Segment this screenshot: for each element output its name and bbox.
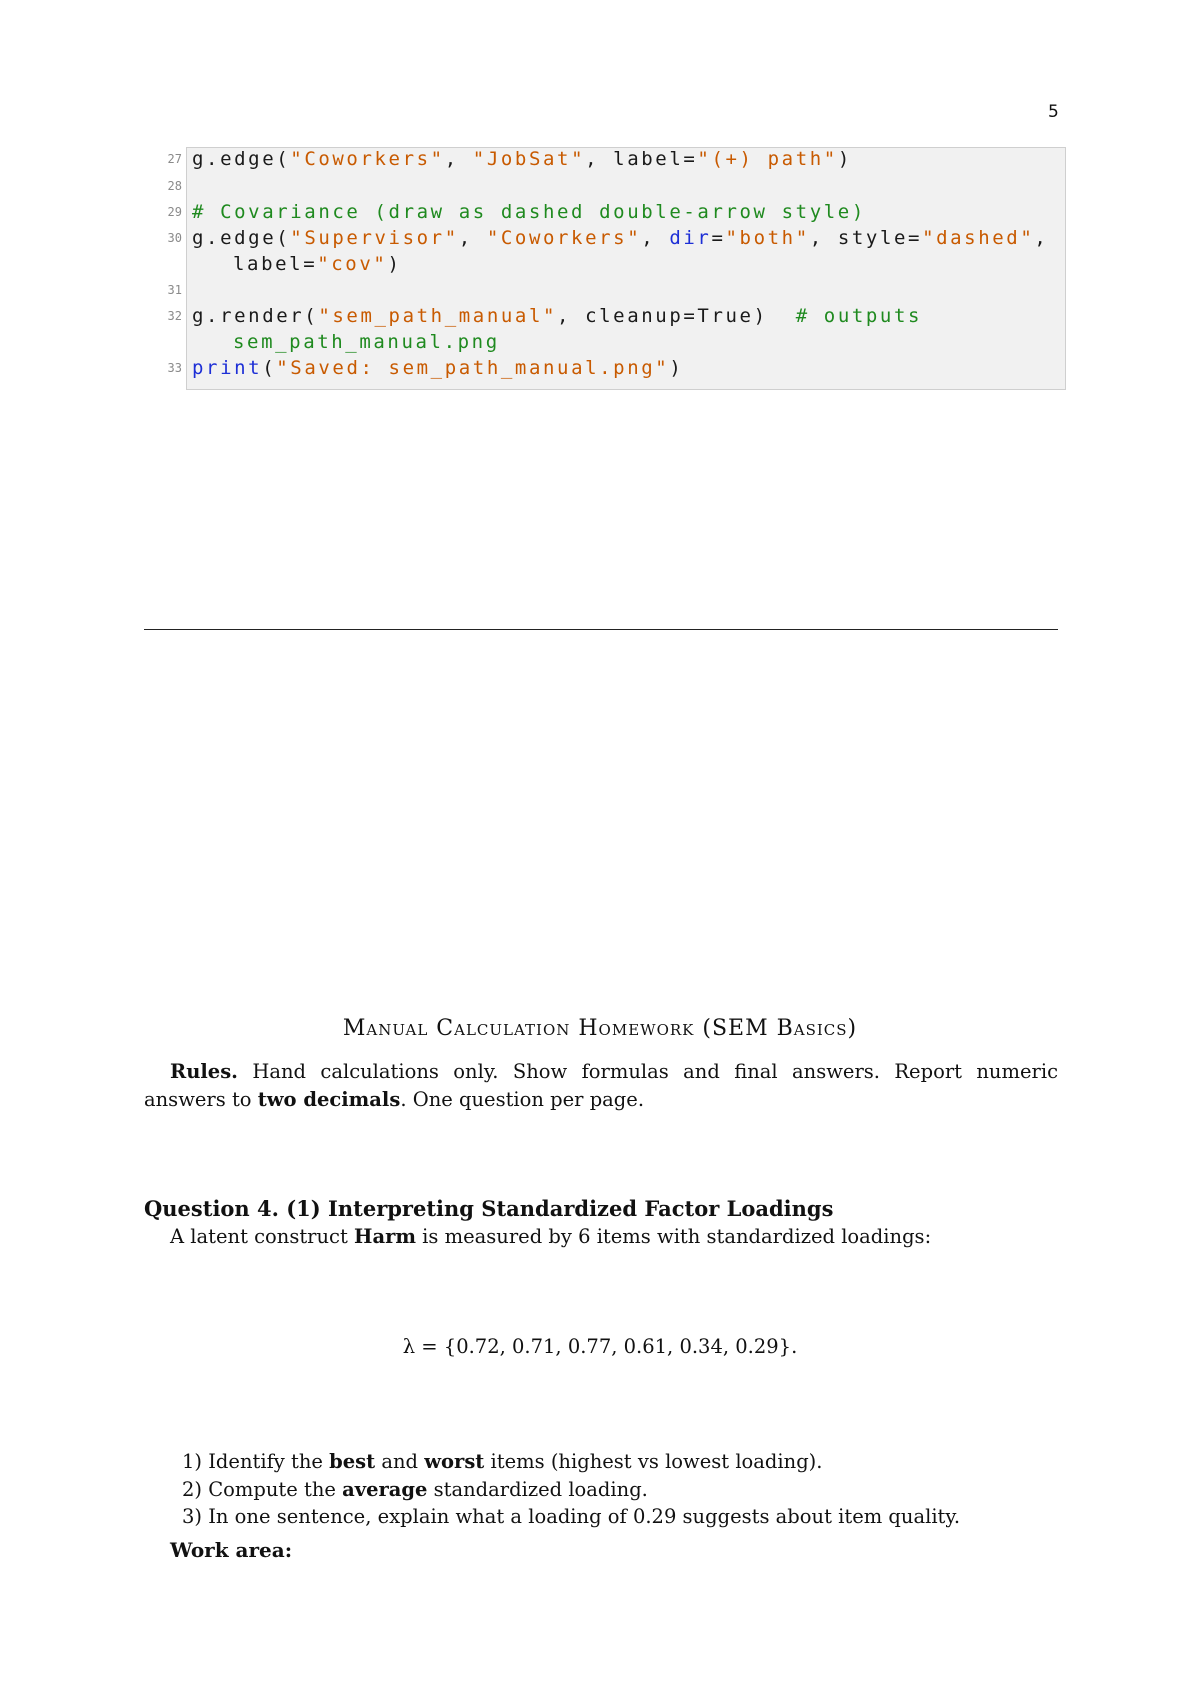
code-line (233, 252, 401, 276)
code-token: g.edge( (192, 227, 291, 249)
code-token: "sem_path_manual" (318, 305, 558, 327)
code-token: "Supervisor" (290, 227, 459, 249)
code-token: , style= (809, 227, 923, 249)
code-token: "both" (725, 227, 810, 249)
task-3: 3) In one sentence, explain what a loading of 0.29 suggests about item quality. (182, 1505, 961, 1528)
document-title: Manual Calculation Homework (SEM Basics) (342, 1016, 858, 1041)
question-title: Question 4. (1) Interpreting Standardized Factor Loadings (144, 1196, 834, 1221)
code-token: ( (262, 357, 277, 379)
code-token: ) (669, 357, 684, 379)
code-token: "Coworkers" (290, 148, 445, 170)
code-line-number: 30 (167, 231, 182, 245)
code-token: = (711, 227, 726, 249)
code-token: "(+) path" (697, 148, 838, 170)
code-token: dir (669, 227, 712, 249)
code-line-number: 27 (167, 152, 182, 166)
code-token: ) (387, 253, 402, 275)
construct-name: Harm (354, 1225, 416, 1248)
task-1: 1) Identify the best and worst items (highest vs lowest loading). (182, 1450, 823, 1473)
rules-bold: two decimals (257, 1088, 401, 1111)
code-token: ) (837, 148, 852, 170)
rules-paragraph (144, 1058, 1058, 1114)
loadings-formula: λ = {0.72, 0.71, 0.77, 0.61, 0.34, 0.29}. (402, 1335, 798, 1358)
code-line-number: 33 (167, 361, 182, 375)
code-line-number: 28 (167, 179, 182, 193)
code-line (233, 330, 500, 354)
code-token: g.edge( (192, 148, 291, 170)
code-token: , cleanup=True) (557, 305, 796, 327)
code-token: sem_path_manual.png (233, 331, 500, 353)
code-line-number: 32 (167, 309, 182, 323)
code-token: "cov" (317, 253, 388, 275)
rules-label: Rules. (170, 1060, 238, 1083)
intro-text: A latent construct (170, 1225, 355, 1248)
code-token: , (641, 227, 670, 249)
code-token: # outputs (795, 305, 923, 327)
code-line (192, 200, 866, 224)
code-line (192, 356, 683, 380)
horizontal-rule (144, 629, 1058, 630)
code-token: # Covariance (draw as dashed double-arrow style) (192, 201, 866, 223)
code-line-number: 29 (167, 205, 182, 219)
code-line (192, 147, 852, 171)
intro-text-end: is measured by 6 items with standardized loadings: (415, 1225, 932, 1248)
code-token: , (458, 227, 487, 249)
task-2: 2) Compute the average standardized loading. (182, 1478, 648, 1501)
rules-text-2: . One question per page. (400, 1088, 645, 1111)
code-line (192, 226, 1048, 250)
code-token: , (1034, 227, 1049, 249)
work-area-label: Work area: (170, 1538, 293, 1562)
page-number: 5 (1048, 102, 1059, 122)
code-token: "JobSat" (472, 148, 586, 170)
code-token: "Coworkers" (486, 227, 642, 249)
code-line-number: 31 (167, 283, 182, 297)
code-token: g.render( (192, 305, 319, 327)
code-token: , label= (585, 148, 698, 170)
code-token: print (192, 357, 263, 379)
code-token: label= (233, 253, 318, 275)
code-token: "Saved: sem_path_manual.png" (276, 357, 670, 379)
code-token: "dashed" (922, 227, 1035, 249)
rules-text-1: Hand calculations only. Show formulas and final answers. Report numeric answers to (144, 1060, 1058, 1111)
code-line (192, 304, 922, 328)
code-token: , (444, 148, 473, 170)
question-intro (170, 1225, 931, 1248)
